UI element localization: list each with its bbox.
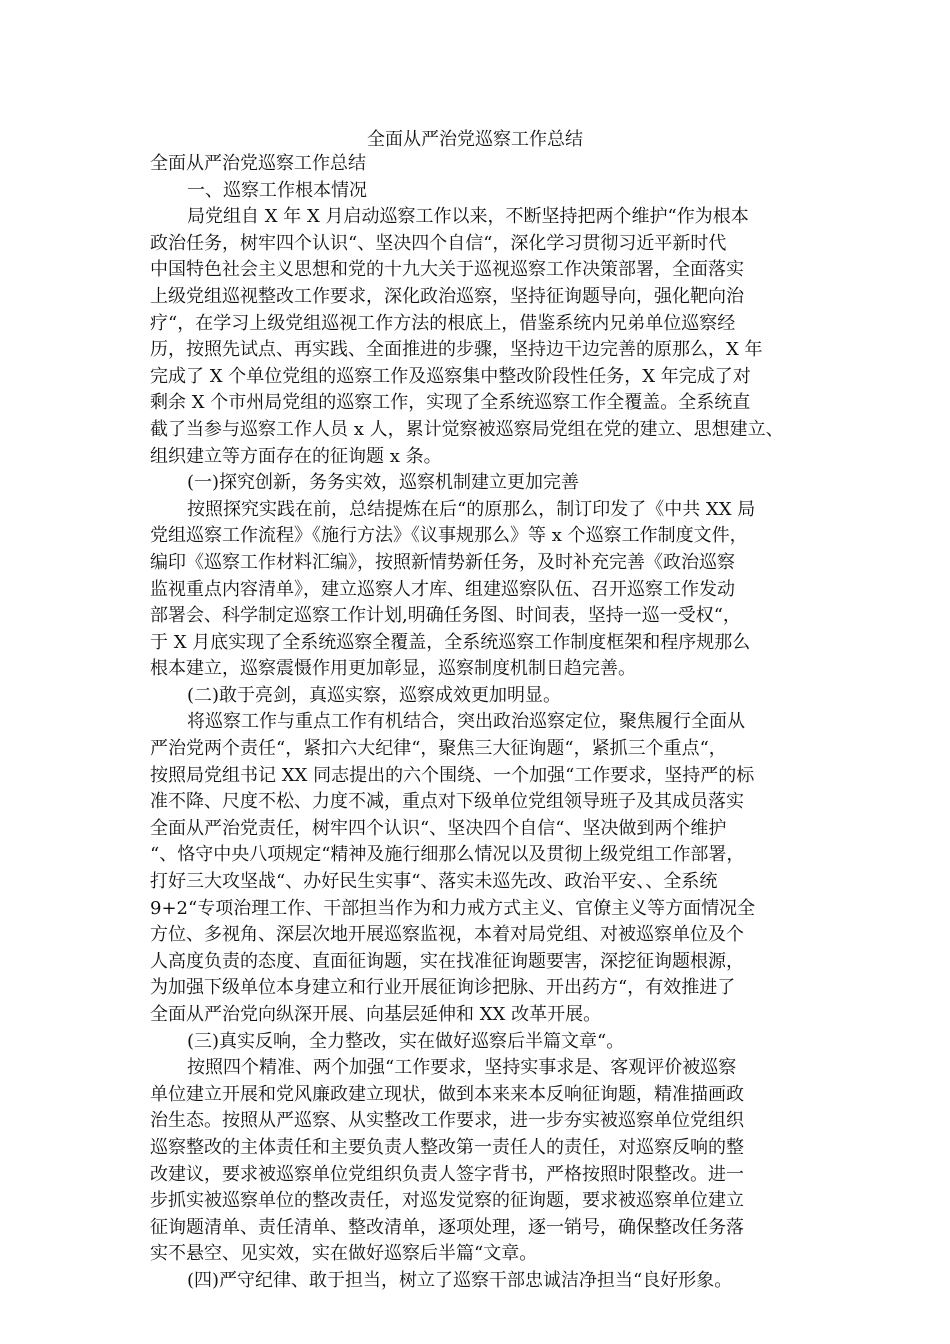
text-line: 剩余 X 个市州局党组的巡察工作，实现了全系统巡察工作全覆盖。全系统直 — [150, 392, 751, 414]
text-line: 步抓实被巡察单位的整改责任，对巡发觉察的征询题，要求被巡察单位建立 — [150, 1190, 744, 1212]
text-line: 打好三大攻坚战“、办好民生实事“、落实未巡先改、政治平安、、全系统 — [150, 871, 718, 893]
text-line: 局党组自 X 年 X 月启动巡察工作以来，不断坚持把两个维护“作为根本 — [187, 206, 749, 228]
text-line: 党组巡察工作流程》《施行方法》《议事规那么》等 x 个巡察工作制度文件， — [150, 525, 748, 547]
text-line: (四)严守纪律、敢于担当，树立了巡察干部忠诚洁净担当“良好形象。 — [187, 1269, 733, 1291]
text-line: 严治党两个责任“，紧扣六大纪律“，聚焦三大征询题“，紧抓三个重点“， — [150, 738, 727, 760]
text-line: 根本建立，巡察震慑作用更加彰显，巡察制度机制日趋完善。 — [150, 658, 636, 680]
text-line: 按照局党组书记 XX 同志提出的六个围绕、一个加强“工作要求，坚持严的标 — [150, 764, 755, 786]
text-line: (三)真实反响，全力整改，实在做好巡察后半篇文章“。 — [187, 1030, 625, 1052]
text-line: 疗“，在学习上级党组巡视工作方法的根底上，借鉴系统内兄弟单位巡察经 — [150, 312, 736, 334]
text-line: 实不悬空、见实效，实在做好巡察后半篇“文章。 — [150, 1243, 538, 1265]
text-line: (一)探究创新，务务实效，巡察机制建立更加完善 — [187, 472, 580, 494]
text-line: 按照四个精准、两个加强“工作要求，坚持实事求是、客观评价被巡察 — [187, 1057, 737, 1079]
text-line: 中国特色社会主义思想和党的十九大关于巡视巡察工作决策部署，全面落实 — [150, 259, 744, 281]
text-line: 治生态。按照从严巡察、从实整改工作要求，进一步夯实被巡察单位党组织 — [150, 1110, 744, 1132]
text-line: 完成了 X 个单位党组的巡察工作及巡察集中整改阶段性任务，X 年完成了对 — [150, 365, 751, 387]
document-body — [150, 151, 810, 1295]
text-line: 组织建立等方面存在的征询题 x 条。 — [150, 445, 442, 467]
text-line: 全面从严治党责任，树牢四个认识“、坚决四个自信“、坚决做到两个维护 — [150, 817, 727, 839]
text-line: 巡察整改的主体责任和主要负责人整改第一责任人的责任，对巡察反响的整 — [150, 1136, 744, 1158]
text-line: 全面从严治党向纵深开展、向基层延伸和 XX 改革开展。 — [150, 1004, 602, 1025]
text-line: 于 X 月底实现了全系统巡察全覆盖，全系统巡察工作制度框架和程序规那么 — [150, 631, 751, 653]
text-line: 政治任务，树牢四个认识“、坚决四个自信“，深化学习贯彻习近平新时代 — [150, 232, 727, 254]
text-line: 9+2“专项治理工作、干部担当作为和力戒方式主义、官僚主义等方面情况全 — [150, 897, 756, 919]
text-line: 为加强下级单位本身建立和行业开展征询诊把脉、开出药方“，有效推进了 — [150, 977, 736, 999]
text-line: 上级党组巡视整改工作要求，深化政治巡察，坚持征询题导向，强化靶向治 — [150, 285, 744, 307]
document-title: 全面从严治党巡察工作总结 — [367, 129, 583, 150]
text-line: 编印《巡察工作材料汇编》，按照新情势新任务，及时补充完善《政治巡察 — [150, 551, 735, 573]
text-line: 全面从严治党巡察工作总结 — [150, 153, 366, 174]
text-line: 征询题清单、责任清单、整改清单，逐项处理，逐一销号，确保整改任务落 — [150, 1216, 744, 1238]
text-line: 改建议，要求被巡察单位党组织负责人签字背书，严格按照时限整改。进一 — [150, 1163, 744, 1185]
text-line: 单位建立开展和党风廉政建立现状，做到本来来本反响征询题，精准描画政 — [150, 1083, 744, 1105]
text-line: “、恪守中央八项规定“精神及施行细那么情况以及贯彻上级党组工作部署， — [150, 844, 745, 866]
text-line: 截了当参与巡察工作人员 x 人，累计觉察被巡察局党组在党的建立、思想建立、 — [150, 418, 784, 440]
text-line: 一、巡察工作根本情况 — [187, 179, 367, 201]
text-line: 人高度负责的态度、直面征询题，实在找准征询题要害，深挖征询题根源， — [150, 950, 744, 972]
text-line: 部署会、科学制定巡察工作计划,明确任务图、时间表，坚持一巡一受权“， — [150, 605, 741, 627]
text-line: 将巡察工作与重点工作有机结合，突出政治巡察定位，聚焦履行全面从 — [187, 711, 745, 733]
text-line: 监视重点内容清单》，建立巡察人才库、组建巡察队伍、召开巡察工作发动 — [150, 578, 735, 600]
text-line: (二)敢于亮剑，真巡实察，巡察成效更加明显。 — [187, 684, 562, 706]
text-line: 方位、多视角、深层次地开展巡察监视，本着对局党组、对被巡察单位及个 — [150, 924, 744, 946]
text-line: 准不降、尺度不松、力度不减，重点对下级单位党组领导班子及其成员落实 — [150, 791, 744, 813]
text-line: 按照探究实践在前，总结提炼在后“的原那么，制订印发了《中共 XX 局 — [187, 498, 756, 520]
text-line: 历，按照先试点、再实践、全面推进的步骤，坚持边干边完善的原那么，X 年 — [150, 339, 763, 361]
